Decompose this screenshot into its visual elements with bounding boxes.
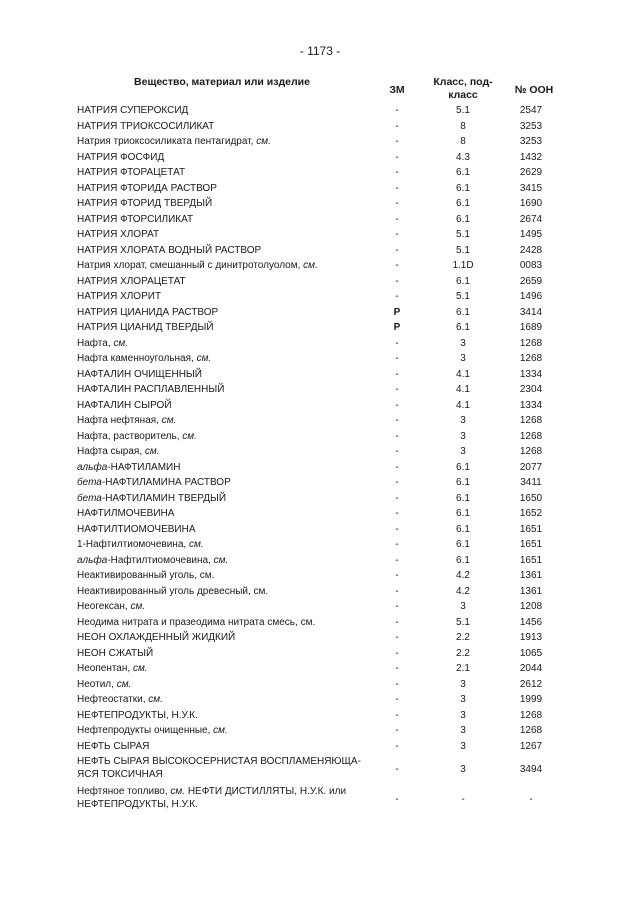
name-prefix: бета- — [77, 492, 106, 504]
un-number-cell: 2077 — [519, 461, 543, 473]
un-number-cell: 2629 — [519, 167, 543, 178]
name-text: НАТРИЯ ХЛОРАТ — [77, 229, 160, 240]
see-reference: см. — [116, 678, 132, 690]
class-cell: 6.1 — [456, 539, 470, 550]
substance-name — [77, 522, 367, 538]
substance-name — [77, 305, 367, 321]
name-text: Неактивированный уголь древесный, см. — [77, 585, 269, 597]
name-text: Неотил, — [77, 678, 117, 690]
see-reference: см. — [182, 430, 197, 442]
zm-cell: - — [395, 764, 399, 775]
class-cell: 4.2 — [456, 585, 470, 597]
table-row — [77, 320, 577, 336]
table-row — [77, 413, 577, 429]
table-row — [77, 367, 577, 383]
name-text: НАФТИЛМОЧЕВИНА — [77, 508, 175, 519]
name-text: Нафтилтиомочевина, — [110, 554, 214, 566]
zm-cell: - — [395, 213, 399, 225]
table-row — [77, 491, 577, 507]
un-number-cell: 1651 — [519, 523, 543, 535]
name-prefix: альфа- — [77, 461, 111, 473]
class-cell: 3 — [460, 678, 466, 690]
see-reference: см. — [196, 353, 212, 364]
zm-cell: - — [395, 353, 399, 364]
name-text: НАТРИЯ ЦИАНИД ТВЕРДЫЙ — [77, 322, 214, 333]
un-number-cell: 3411 — [520, 477, 542, 488]
name-text: Нефтеостатки, — [77, 694, 149, 705]
table-row — [77, 181, 577, 197]
zm-cell: - — [395, 740, 399, 752]
table-row — [77, 739, 577, 755]
table-row — [77, 119, 577, 135]
zm-cell: - — [395, 368, 399, 380]
name-prefix: бета- — [77, 477, 106, 488]
table-header — [72, 76, 572, 106]
see-reference: см. — [256, 136, 271, 147]
table-row — [77, 522, 577, 538]
table-row — [77, 227, 577, 243]
substance-name — [77, 599, 367, 615]
substance-name — [77, 227, 367, 243]
un-number-cell: 1268 — [519, 337, 543, 349]
table-row — [77, 429, 577, 445]
zm-cell: - — [395, 508, 399, 519]
class-cell: 5.1 — [456, 229, 470, 240]
see-reference: см. — [132, 663, 148, 674]
zm-cell: - — [395, 663, 399, 674]
class-cell: 1.1D — [452, 260, 474, 271]
table-row — [77, 723, 577, 739]
class-cell: 2.2 — [456, 647, 470, 659]
zm-cell: - — [395, 120, 399, 132]
table-row — [77, 336, 577, 352]
table-row — [77, 351, 577, 367]
zm-cell: - — [395, 105, 399, 116]
table-row — [77, 398, 577, 414]
class-cell: 6.1 — [456, 492, 470, 504]
class-cell: 3 — [460, 415, 466, 426]
zm-cell: P — [393, 322, 401, 333]
class-cell: 3 — [460, 725, 466, 736]
table-row — [77, 646, 577, 662]
see-reference: см. — [113, 337, 129, 349]
substance-name — [77, 429, 367, 445]
zm-cell: - — [395, 136, 399, 147]
substance-name — [77, 537, 367, 553]
class-cell: 4.1 — [456, 399, 470, 411]
name-text: НАТРИЯ ФТОРИД ТВЕРДЫЙ — [77, 198, 213, 209]
name-text: НАТРИЯ ФОСФИД — [77, 151, 165, 163]
zm-cell: P — [393, 306, 401, 318]
see-reference: см. — [170, 786, 186, 797]
class-cell: 6.1 — [456, 508, 470, 519]
substance-name — [77, 692, 367, 708]
name-text: НАТРИЯ ЦИАНИДА РАСТВОР — [77, 306, 219, 318]
un-number-cell: 2044 — [519, 663, 543, 674]
substance-name — [77, 506, 367, 522]
zm-cell: - — [395, 725, 399, 736]
table-row — [77, 444, 577, 460]
see-reference: см. — [303, 260, 318, 271]
substance-name — [77, 413, 367, 429]
name-prefix: альфа- — [77, 554, 111, 566]
class-cell: 6.1 — [456, 322, 470, 333]
table-row — [77, 708, 577, 724]
zm-cell: - — [395, 446, 399, 457]
un-number-cell: 1268 — [519, 446, 543, 457]
class-cell: 3 — [460, 337, 466, 349]
un-number-cell: 1432 — [519, 151, 543, 163]
column-header-class-line1: Класс, под- — [433, 76, 493, 88]
un-number-cell: 1651 — [519, 554, 543, 566]
un-number-cell: 1268 — [519, 415, 543, 426]
zm-cell: - — [395, 337, 399, 349]
name-suffix: НЕФТИ ДИСТИЛЛЯТЫ, Н.У.К. или НЕФТЕПРОДУКТЫ, Н.У.К. — [77, 786, 347, 810]
table-row — [77, 289, 577, 305]
substance-name — [77, 568, 367, 584]
table-row — [77, 692, 577, 708]
name-text: НЕФТЬ СЫРАЯ ВЫСОКОСЕРНИСТАЯ ВОСПЛАМЕНЯЮЩА-ЯСЯ ТОКСИЧНАЯ — [77, 756, 361, 780]
zm-cell: - — [395, 399, 399, 411]
un-number-cell: 1208 — [519, 601, 543, 612]
see-reference: см. — [130, 601, 146, 612]
name-text: НАТРИЯ ФТОРАЦЕТАТ — [77, 167, 186, 178]
class-cell: 4.2 — [456, 570, 470, 581]
un-number-cell: 2304 — [519, 384, 543, 395]
table-row — [77, 134, 577, 150]
class-cell: - — [461, 794, 465, 805]
substance-name — [77, 274, 367, 290]
table-row — [77, 150, 577, 166]
un-number-cell: 1361 — [519, 570, 543, 581]
class-cell: 4.1 — [456, 368, 470, 380]
substance-name — [77, 336, 367, 352]
class-cell: 5.1 — [456, 244, 470, 256]
substance-name — [77, 258, 367, 274]
class-cell: 3 — [460, 601, 466, 612]
class-cell: 3 — [460, 430, 466, 442]
table-row — [77, 475, 577, 491]
name-text: НАФТАЛИН ОЧИЩЕННЫЙ — [77, 368, 202, 380]
class-cell: 6.1 — [456, 554, 470, 566]
zm-cell: - — [395, 601, 399, 612]
table-row — [77, 537, 577, 553]
column-header-zm: ЗМ — [389, 84, 405, 96]
table-row — [77, 630, 577, 646]
un-number-cell: 1456 — [519, 616, 543, 628]
table-row — [77, 274, 577, 290]
name-text: НАФТАЛИН СЫРОЙ — [77, 399, 172, 411]
class-cell: 3 — [460, 740, 466, 752]
substance-name — [77, 584, 367, 600]
substance-name — [77, 351, 367, 367]
class-cell: 6.1 — [456, 477, 470, 488]
name-text: НАТРИЯ ХЛОРИТ — [77, 291, 162, 302]
zm-cell: - — [395, 694, 399, 705]
table-row — [77, 460, 577, 476]
see-reference: см. — [188, 539, 204, 550]
zm-cell: - — [395, 151, 399, 163]
class-cell: 3 — [460, 694, 466, 705]
name-text: НАТРИЯ ХЛОРАТА ВОДНЫЙ РАСТВОР — [77, 244, 262, 256]
un-number-cell: 1650 — [519, 492, 543, 504]
un-number-cell: 3415 — [519, 182, 543, 194]
name-text: Нафта, растворитель, — [77, 430, 183, 442]
substance-name — [77, 181, 367, 197]
class-cell: 4.3 — [456, 151, 470, 163]
see-reference: см. — [144, 446, 160, 457]
name-text: Натрия хлорат, смешанный с динитротолуолом, — [77, 260, 304, 271]
un-number-cell: 3414 — [519, 306, 543, 318]
un-number-cell: 1689 — [519, 322, 543, 333]
zm-cell: - — [395, 647, 399, 659]
table-row — [77, 599, 577, 615]
zm-cell: - — [395, 632, 399, 643]
name-text: Нефтяное топливо, — [77, 786, 171, 797]
name-text: Неогексан, — [77, 601, 131, 612]
name-text: НАФТИЛАМИНА РАСТВОР — [105, 477, 231, 488]
class-cell: 6.1 — [456, 198, 470, 209]
class-cell: 6.1 — [456, 461, 470, 473]
table-row — [77, 754, 577, 784]
class-cell: 8 — [460, 136, 466, 147]
table-row — [77, 103, 577, 119]
substance-name — [77, 630, 367, 646]
substance-name — [77, 382, 367, 398]
column-header-un-number: № ООН — [514, 84, 554, 96]
zm-cell: - — [395, 794, 399, 805]
substance-name — [77, 739, 367, 755]
substance-name — [77, 212, 367, 228]
substance-name — [77, 165, 367, 181]
table-row — [77, 243, 577, 259]
un-number-cell: 2547 — [519, 105, 543, 116]
name-text: НАТРИЯ ФТОРИДА РАСТВОР — [77, 182, 217, 194]
class-cell: 4.1 — [456, 384, 470, 395]
see-reference: см. — [213, 725, 228, 736]
table-row — [77, 615, 577, 631]
zm-cell: - — [395, 415, 399, 426]
column-header-class-line2: класс — [448, 89, 478, 101]
zm-cell: - — [395, 523, 399, 535]
substance-name — [77, 708, 367, 724]
table-row — [77, 568, 577, 584]
substance-name — [77, 320, 367, 336]
name-text: Нафта каменноугольная, — [77, 353, 197, 364]
un-number-cell: 3253 — [519, 120, 543, 132]
zm-cell: - — [395, 709, 399, 721]
substance-name — [77, 754, 367, 781]
zm-cell: - — [395, 260, 399, 271]
zm-cell: - — [395, 229, 399, 240]
un-number-cell: 1913 — [519, 632, 543, 643]
name-text: НАФТИЛАМИН — [110, 461, 181, 473]
substance-name — [77, 243, 367, 259]
class-cell: 3 — [460, 353, 466, 364]
zm-cell: - — [395, 539, 399, 550]
substance-name — [77, 646, 367, 662]
un-number-cell: 0083 — [519, 260, 543, 271]
table-row — [77, 258, 577, 274]
class-cell: 3 — [460, 709, 466, 721]
class-cell: 5.1 — [456, 291, 470, 302]
substance-name — [77, 103, 367, 119]
substance-name — [77, 444, 367, 460]
zm-cell: - — [395, 430, 399, 442]
name-text: НАТРИЯ СУПЕРОКСИД — [77, 105, 189, 116]
zm-cell: - — [395, 244, 399, 256]
un-number-cell: 1268 — [519, 709, 543, 721]
un-number-cell: 3253 — [519, 136, 543, 147]
un-number-cell: 1361 — [519, 585, 543, 597]
un-number-cell: 2428 — [519, 244, 543, 256]
class-cell: 6.1 — [456, 182, 470, 194]
zm-cell: - — [395, 291, 399, 302]
zm-cell: - — [395, 477, 399, 488]
substance-name — [77, 723, 367, 739]
un-number-cell: 1495 — [519, 229, 543, 240]
un-number-cell: 1652 — [519, 508, 543, 519]
name-text: НАТРИЯ ХЛОРАЦЕТАТ — [77, 275, 186, 287]
name-text: НЕОН СЖАТЫЙ — [77, 647, 154, 659]
un-number-cell: 1065 — [519, 647, 543, 659]
un-number-cell: - — [529, 794, 533, 805]
class-cell: 5.1 — [456, 616, 470, 628]
substance-name — [77, 491, 367, 507]
zm-cell: - — [395, 182, 399, 194]
name-text: НЕФТЕПРОДУКТЫ, Н.У.К. — [77, 709, 198, 721]
class-cell: 8 — [460, 120, 466, 132]
zm-cell: - — [395, 461, 399, 473]
table-row — [77, 196, 577, 212]
column-header-class — [430, 76, 496, 102]
un-number-cell: 1334 — [519, 399, 543, 411]
zm-cell: - — [395, 570, 399, 581]
name-text: НЕФТЬ СЫРАЯ — [77, 740, 150, 752]
name-text: НАТРИЯ ФТОРСИЛИКАТ — [77, 213, 194, 225]
name-text: НАФТИЛАМИН ТВЕРДЫЙ — [105, 492, 227, 504]
zm-cell: - — [395, 384, 399, 395]
substance-name — [77, 475, 367, 491]
substance-name — [77, 553, 367, 569]
zm-cell: - — [395, 678, 399, 690]
substance-table — [77, 103, 577, 814]
name-text: Нефтепродукты очищенные, — [77, 725, 214, 736]
un-number-cell: 1267 — [519, 740, 543, 752]
name-text: Нафта сырая, — [77, 446, 145, 457]
name-text: Нафта, — [77, 337, 114, 349]
substance-name — [77, 615, 367, 631]
name-text: НЕОН ОХЛАЖДЕННЫЙ ЖИДКИЙ — [77, 632, 236, 643]
un-number-cell: 1999 — [519, 694, 543, 705]
zm-cell: - — [395, 167, 399, 178]
class-cell: 2.2 — [456, 632, 470, 643]
un-number-cell: 2674 — [519, 213, 543, 225]
column-header-name: Вещество, материал или изделие — [134, 76, 310, 88]
un-number-cell: 1496 — [519, 291, 543, 302]
see-reference: см. — [213, 554, 229, 566]
name-text: НАТРИЯ ТРИОКСОСИЛИКАТ — [77, 120, 215, 132]
class-cell: 2.1 — [456, 663, 470, 674]
substance-name — [77, 134, 367, 150]
name-text: Нафта нефтяная, — [77, 415, 162, 426]
table-row — [77, 553, 577, 569]
zm-cell: - — [395, 554, 399, 566]
table-row — [77, 506, 577, 522]
class-cell: 3 — [460, 446, 466, 457]
name-text: Неодима нитрата и празеодима нитрата смесь, см. — [77, 616, 316, 628]
name-text: НАФТАЛИН РАСПЛАВЛЕННЫЙ — [77, 384, 225, 395]
name-text: Неактивированный уголь, см. — [77, 570, 215, 581]
substance-name — [77, 367, 367, 383]
class-cell: 6.1 — [456, 306, 470, 318]
un-number-cell: 1334 — [519, 368, 543, 380]
see-reference: см. — [148, 694, 163, 705]
zm-cell: - — [395, 198, 399, 209]
substance-name — [77, 784, 367, 811]
table-row — [77, 784, 577, 814]
zm-cell: - — [395, 616, 399, 628]
class-cell: 6.1 — [456, 213, 470, 225]
substance-name — [77, 196, 367, 212]
page-number: - 1173 - — [299, 44, 341, 58]
substance-name — [77, 119, 367, 135]
see-reference: см. — [161, 415, 177, 426]
zm-cell: - — [395, 585, 399, 597]
un-number-cell: 3494 — [519, 764, 543, 775]
un-number-cell: 1651 — [519, 539, 543, 550]
name-text: Неопентан, — [77, 663, 133, 674]
un-number-cell: 1268 — [519, 353, 543, 364]
class-cell: 5.1 — [456, 105, 470, 116]
un-number-cell: 2659 — [519, 275, 543, 287]
name-text: 1-Нафтилтиомочевина, — [77, 539, 189, 550]
name-text: Натрия триоксосиликата пентагидрат, — [77, 136, 257, 147]
substance-name — [77, 289, 367, 305]
table-row — [77, 661, 577, 677]
table-row — [77, 584, 577, 600]
substance-name — [77, 460, 367, 476]
zm-cell: - — [395, 492, 399, 504]
un-number-cell: 1268 — [519, 725, 543, 736]
class-cell: 3 — [460, 764, 466, 775]
un-number-cell: 2612 — [519, 678, 543, 690]
table-row — [77, 165, 577, 181]
zm-cell: - — [395, 275, 399, 287]
class-cell: 6.1 — [456, 167, 470, 178]
class-cell: 6.1 — [456, 275, 470, 287]
name-text: НАФТИЛТИОМОЧЕВИНА — [77, 523, 196, 535]
un-number-cell: 1268 — [519, 430, 543, 442]
substance-name — [77, 398, 367, 414]
class-cell: 6.1 — [456, 523, 470, 535]
table-row — [77, 305, 577, 321]
substance-name — [77, 677, 367, 693]
substance-name — [77, 661, 367, 677]
table-row — [77, 677, 577, 693]
substance-name — [77, 150, 367, 166]
table-row — [77, 382, 577, 398]
table-row — [77, 212, 577, 228]
un-number-cell: 1690 — [519, 198, 543, 209]
